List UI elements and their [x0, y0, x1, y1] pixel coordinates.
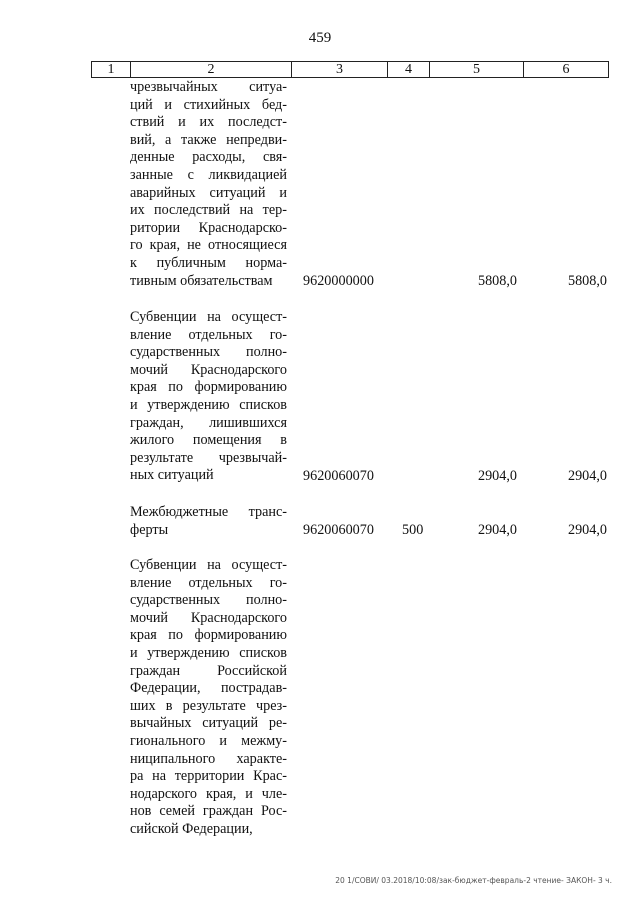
row-sum-col6: 2904,0 [567, 468, 607, 484]
description-line: вление отдельных го- [130, 326, 287, 343]
header-col-2: 2 [131, 62, 292, 77]
description-line: нодарского края, и чле- [130, 785, 287, 802]
description-line: вий, а также непредви- [130, 131, 287, 148]
description-line: сийской Федерации, [130, 820, 253, 837]
description-line: нов семей граждан Рос- [130, 803, 287, 820]
description-line: результате чрезвычай- [130, 449, 287, 466]
description-line: денные расходы, свя- [130, 149, 287, 166]
description-line: вычайных ситуаций ре- [130, 715, 287, 732]
description-line: гионального и межму- [130, 732, 287, 749]
description-line: чрезвычайных ситуа- [130, 79, 287, 95]
description-line: сударственных полно- [130, 344, 287, 361]
row-description [130, 557, 287, 839]
footer-filename: 20 1/СОВИ/ 03.2018/10:08/зак-бюджет-февраль-2 чтение- ЗАКОН- 3 ч. [335, 876, 612, 885]
row-description [130, 309, 287, 485]
header-col-1: 1 [92, 62, 131, 77]
row-sum-col6: 2904,0 [567, 522, 607, 538]
row-description [130, 504, 287, 539]
description-line: к публичным норма- [130, 254, 287, 271]
row-sum-col6: 5808,0 [567, 273, 607, 289]
description-line: вление отдельных го- [130, 574, 287, 591]
description-line: и утверждению списков [130, 396, 287, 413]
description-line: занные с ликвидацией [130, 166, 287, 183]
description-line: аварийных ситуаций и [130, 184, 287, 201]
description-line: их последствий на тер- [130, 202, 287, 219]
description-line: ниципального характе- [130, 750, 287, 767]
row-code: 9620060070 [303, 522, 374, 538]
description-line: Субвенции на осущест- [130, 557, 287, 573]
row-sum-col5: 2904,0 [477, 522, 517, 538]
row-type: 500 [402, 522, 424, 538]
description-line: ритории Краснодарско- [130, 219, 287, 236]
page-number: 459 [308, 30, 332, 46]
description-line: тивным обязательствам [130, 272, 273, 289]
description-line: граждан Российской [130, 662, 287, 679]
row-description [130, 79, 287, 290]
row-sum-col5: 5808,0 [477, 273, 517, 289]
description-line: ций и стихийных бед- [130, 96, 287, 113]
description-line: Межбюджетные транс- [130, 504, 287, 520]
header-col-5: 5 [430, 62, 524, 77]
header-col-6: 6 [562, 62, 570, 77]
description-line: ферты [130, 521, 169, 538]
header-col-3: 3 [292, 62, 388, 77]
description-line: и утверждению списков [130, 644, 287, 661]
description-line: края по формированию [130, 627, 287, 644]
description-line: ствий и их последст- [130, 114, 287, 131]
description-line: сударственных полно- [130, 592, 287, 609]
description-line: мочий Краснодарского [130, 361, 287, 378]
row-code: 9620000000 [303, 273, 374, 289]
row-code: 9620060070 [303, 468, 374, 484]
description-line: ра на территории Крас- [130, 768, 287, 785]
header-col-4: 4 [388, 62, 430, 77]
description-line: мочий Краснодарского [130, 609, 287, 626]
description-line: го края, не относящиеся [130, 237, 287, 254]
description-line: края по формированию [130, 379, 287, 396]
description-line: Федерации, пострадав- [130, 680, 287, 697]
description-line: Субвенции на осущест- [130, 309, 287, 325]
row-sum-col5: 2904,0 [477, 468, 517, 484]
description-line: жилого помещения в [130, 432, 287, 449]
description-line: ных ситуаций [130, 467, 214, 484]
table-header-row [91, 61, 609, 78]
description-line: ших в результате чрез- [130, 697, 287, 714]
description-line: граждан, лишившихся [130, 414, 287, 431]
